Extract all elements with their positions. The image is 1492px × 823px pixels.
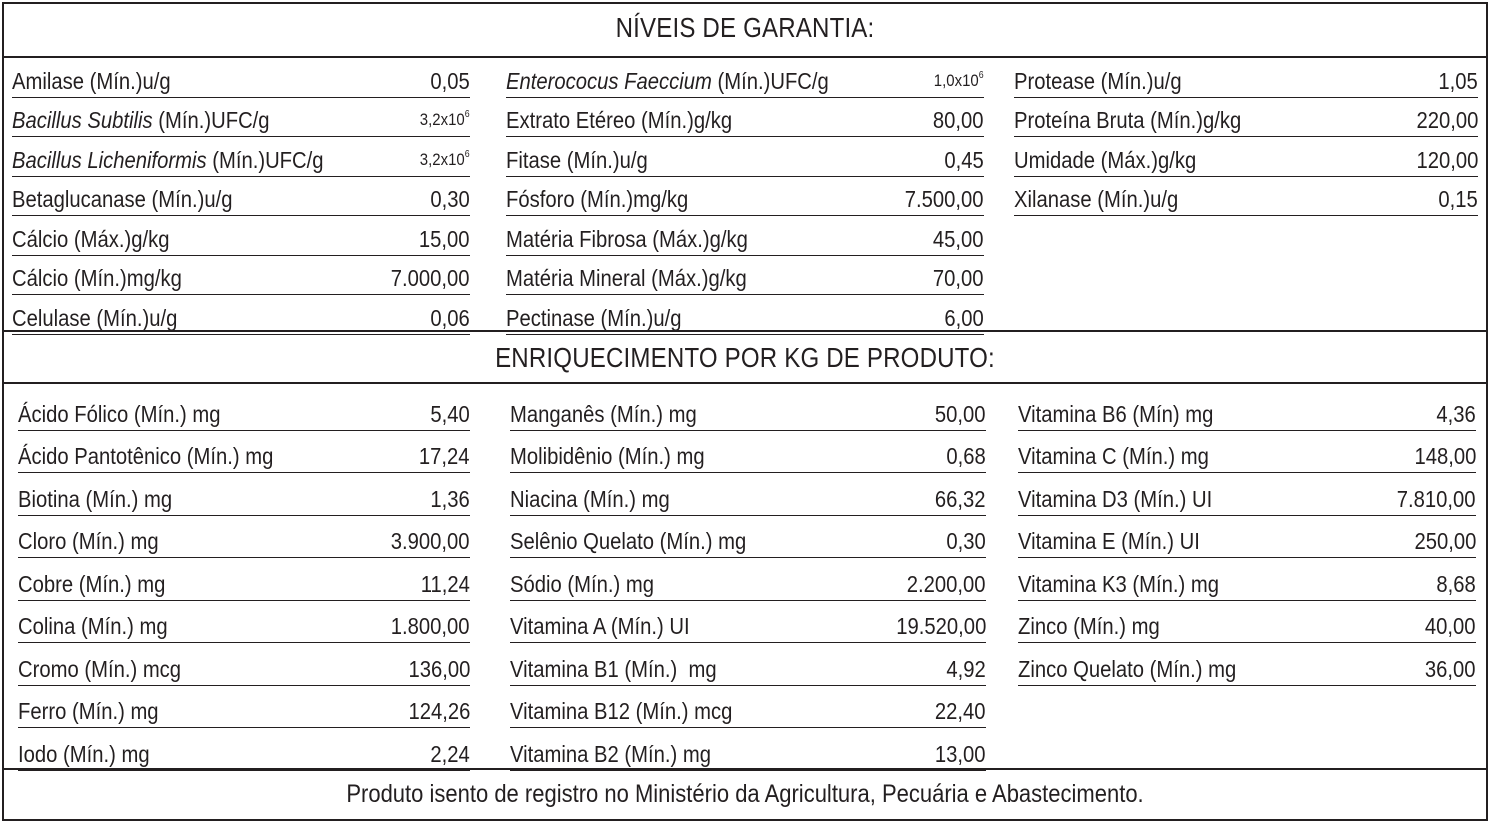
nutrient-value-text: 1,05 [1438,67,1478,94]
nutrient-name [510,741,711,768]
nutrient-name-text: Amilase (Mín.)u/g [12,67,171,94]
nutrient-name [12,305,177,332]
nutrient-value-text: 3,2x10 [420,110,466,129]
nutrient-value [933,226,984,253]
nutrient-value [1416,147,1478,174]
nutrient-name-text: Cálcio (Mín.)mg/kg [12,265,182,291]
table-row [1018,388,1476,431]
registration-note: Produto isento de registro no Ministério da Agricultura, Pecuária e Abastecimento. [346,780,1144,808]
nutrient-value [947,528,986,555]
nutrient-value [1414,443,1476,470]
nutrient-name-text: Xilanase (Mín.)u/g [1014,186,1179,212]
nutrient-name-text: Selênio Quelato (Mín.) mg [510,528,747,554]
nutrient-value-text: 3,2x10 [420,149,466,169]
table-row [1014,98,1478,138]
table-row [18,431,470,474]
nutrient-name-text: Vitamina E (Mín.) UI [1018,528,1200,554]
nutrient-value-text: 36,00 [1425,655,1476,682]
nutrient-name-text: Colina (Mín.) mg [18,613,168,639]
nutrient-value-text: 80,00 [933,107,984,133]
table-row [506,216,984,256]
nutrient-name-text: Vitamina A (Mín.) UI [510,613,690,639]
nutrient-value-text: 3.900,00 [391,528,470,554]
nutrient-value [933,107,984,134]
table-row [1014,58,1478,98]
nutrient-value [420,149,470,170]
nutrient-value-text: 148,00 [1414,443,1476,469]
nutrient-name [1014,147,1196,174]
nutrient-name [18,528,159,555]
nutrient-value [1437,401,1476,428]
table-row [510,643,986,686]
nutrient-name [510,528,746,555]
nutrient-value-text: 5,40 [430,400,470,427]
nutrient-name-text: Vitamina K3 (Mín.) mg [1018,570,1219,597]
nutrient-name [18,698,159,725]
nutrient-name [1018,656,1236,683]
nutrient-value [391,265,470,292]
nutrient-name-text: Vitamina D3 (Mín.) UI [1018,485,1213,512]
nutrient-name [12,265,182,292]
nutrient-name [1018,443,1209,470]
nutrient-value [947,656,986,683]
table-row [506,256,984,296]
nutrient-value [1437,571,1476,598]
nutrient-value-text: 0,45 [944,146,984,173]
nutrient-name [510,698,732,725]
nutrient-value-text: 120,00 [1416,146,1478,173]
nutrient-name [1018,486,1212,513]
table-row [1018,601,1476,644]
table-row [510,431,986,474]
exponent: 6 [465,148,470,160]
nutrient-name-text: (Mín.)UFC/g [206,146,324,173]
nutrient-value [408,656,470,683]
nutrient-name-text: Biotina (Mín.) mg [18,485,173,512]
nutrient-value [391,613,470,640]
nutrient-name [12,147,324,174]
table-row [18,388,470,431]
table-row [510,686,986,729]
nutrient-value [935,741,986,768]
divider [4,768,1486,770]
table-row [1018,516,1476,559]
nutrient-value [945,305,984,332]
nutrient-name-text: Vitamina B6 (Mín) mg [1018,400,1214,427]
nutrient-value [431,486,470,513]
table-row [18,558,470,601]
nutrient-name-text: Ácido Fólico (Mín.) mg [18,400,221,427]
table-row [1014,177,1478,217]
nutrient-value [1425,656,1476,683]
nutrient-name [18,656,181,683]
nutrient-name [506,226,748,253]
nutrient-name-text: Celulase (Mín.)u/g [12,304,178,331]
nutrient-value-text: 0,05 [430,67,470,94]
nutrient-value-text: 70,00 [933,265,984,291]
table-row [12,98,470,138]
nutrient-name [506,265,747,292]
nutrient-value [431,401,470,428]
nutrient-value-text: 0,30 [430,186,470,212]
divider [4,330,1486,332]
nutrient-name-text: Iodo (Mín.) mg [18,740,150,767]
nutrient-name [1018,571,1219,598]
nutrient-name-text: Betaglucanase (Mín.)u/g [12,186,233,212]
nutrient-name-text: Manganês (Mín.) mg [510,400,697,427]
nutrient-value [933,265,984,292]
table-row [12,177,470,217]
nutrient-value [421,571,470,598]
nutrient-value-text: 40,00 [1425,613,1476,639]
nutrient-value-text: 50,00 [935,400,986,427]
nutrient-name-text: Vitamina B2 (Mín.) mg [510,740,711,767]
table-row [18,473,470,516]
nutrient-name-text: Matéria Fibrosa (Máx.)g/kg [506,225,748,252]
nutrient-value [935,486,986,513]
nutrient-value [431,305,470,332]
table-row [18,728,470,771]
nutrient-value-text: 250,00 [1414,528,1476,554]
nutrient-name [18,613,168,640]
table-row [18,643,470,686]
nutrient-name [510,613,690,640]
exponent: 6 [465,109,470,120]
table-row [12,256,470,296]
nutrient-name [510,571,654,598]
nutrient-name-text: Umidade (Máx.)g/kg [1014,146,1197,173]
nutrient-value [907,571,986,598]
nutrient-name-text: Zinco Quelato (Mín.) mg [1018,655,1237,682]
nutrient-value [1439,186,1478,213]
table-row [18,516,470,559]
table-row [12,58,470,98]
nutrient-name [12,226,169,253]
nutrient-value-text: 4,36 [1436,400,1476,427]
nutrient-value-text: 0,15 [1438,186,1478,212]
table-row [510,388,986,431]
nutrient-name [506,107,732,134]
nutrient-name [18,741,150,768]
nutrient-name-text: Fitase (Mín.)u/g [506,146,648,173]
nutrient-name-text: Ácido Pantotênico (Mín.) mg [18,443,274,469]
nutrient-value [935,698,986,725]
nutrient-name-text: Vitamina B1 (Mín.) mg [510,655,717,682]
nutrient-value-text: 45,00 [933,225,984,252]
nutrient-value-text: 22,40 [935,698,986,724]
nutrient-name [1014,186,1178,213]
nutrient-name-text: Cloro (Mín.) mg [18,528,159,554]
table-row [506,295,984,335]
nutrient-value-text: 17,24 [419,443,470,469]
nutrient-value [1439,68,1478,95]
nutrient-name [506,305,681,332]
nutrient-value-text: 2.200,00 [907,570,986,597]
nutrient-name-text: (Mín.)UFC/g [711,67,829,94]
table-row [1018,643,1476,686]
nutrient-value-text: 7.500,00 [905,186,984,212]
nutrient-value-text: 0,30 [946,528,986,554]
table-row [12,137,470,177]
nutrient-name-text: Pectinase (Mín.)u/g [506,304,682,331]
nutrient-value [1416,107,1478,134]
nutrient-value-text: 1,36 [430,485,470,512]
nutrient-name [1018,528,1200,555]
nutrient-name [12,107,270,134]
nutrient-name [510,656,717,683]
nutrient-value-text: 124,26 [408,698,470,724]
nutrient-name [510,486,670,513]
nutrient-value [1414,528,1476,555]
nutrient-name-italic: Bacillus Subtilis [12,107,153,133]
table-row [510,601,986,644]
nutrient-value-text: 19.520,00 [895,613,986,639]
nutrient-value [408,698,470,725]
nutrient-name [1018,613,1160,640]
table-row [506,137,984,177]
nutrient-value-text: 220,00 [1416,107,1478,133]
nutrient-name [506,186,688,213]
nutrient-value [431,68,470,95]
table-row [506,98,984,138]
nutrient-name [1014,107,1241,134]
nutrient-name-text: Cromo (Mín.) mcg [18,655,182,682]
nutrient-name-text: Matéria Mineral (Máx.)g/kg [506,265,747,291]
nutrient-name-text: Extrato Etéreo (Mín.)g/kg [506,107,733,133]
nutrient-value [431,186,470,213]
nutrient-value-text: 2,24 [430,740,470,767]
nutrient-name [1018,401,1213,428]
table-row [12,216,470,256]
nutrient-name-text: Sódio (Mín.) mg [510,570,654,597]
table-row [506,58,984,98]
nutrient-value-text: 136,00 [408,655,470,682]
nutrient-value-text: 13,00 [935,740,986,767]
nutrient-name [12,68,171,95]
nutrient-name-text: Vitamina B12 (Mín.) mcg [510,698,733,724]
table-row [506,177,984,217]
table-row [510,728,986,771]
nutrient-name-italic: Enterococus Faeccium [506,67,712,94]
nutrient-name-text: Zinco (Mín.) mg [1018,613,1160,639]
nutrient-name-text: (Mín.)UFC/g [152,107,270,133]
table-row [510,516,986,559]
nutrient-value-text: 11,24 [420,570,470,597]
nutrient-value [420,109,470,130]
nutrient-value-text: 0,68 [946,443,986,469]
nutrient-value-text: 0,06 [430,304,470,331]
table-row [1018,558,1476,601]
nutrient-name-text: Ferro (Mín.) mg [18,698,159,724]
nutrient-value [419,226,470,253]
nutrient-name [18,486,172,513]
exponent: 6 [979,69,984,81]
nutrient-value [905,186,984,213]
nutrient-value [1425,613,1476,640]
table-row [18,686,470,729]
nutrient-value [935,401,986,428]
table-row [510,558,986,601]
table-row [18,601,470,644]
table-row [1018,431,1476,474]
nutrient-name [510,401,697,428]
nutrient-name-text: Cálcio (Máx.)g/kg [12,225,170,252]
nutrient-name [1014,68,1182,95]
nutrient-value-text: 1,0x10 [934,70,980,90]
nutrition-label [2,2,1488,821]
nutrient-name-text: Fósforo (Mín.)mg/kg [506,186,689,212]
nutrient-value-text: 7.000,00 [391,265,470,291]
enrichment-title: ENRIQUECIMENTO POR KG DE PRODUTO: [495,342,995,373]
nutrient-value [419,443,470,470]
nutrient-value [945,147,984,174]
nutrient-value-text: 7.810,00 [1397,485,1476,512]
nutrient-value [431,741,470,768]
nutrient-name-text: Niacina (Mín.) mg [510,485,670,512]
nutrient-name-text: Cobre (Mín.) mg [18,570,166,597]
nutrient-name [510,443,705,470]
guarantee-title: NÍVEIS DE GARANTIA: [615,12,875,43]
nutrient-name [506,68,829,95]
table-row [510,473,986,516]
nutrient-name [12,186,233,213]
nutrient-name-text: Molibidênio (Mín.) mg [510,443,705,469]
nutrient-value [1397,486,1476,513]
nutrient-name-text: Protease (Mín.)u/g [1014,67,1182,94]
nutrient-value-text: 8,68 [1436,570,1476,597]
nutrient-name-italic: Bacillus Licheniformis [12,146,207,173]
table-row [1014,137,1478,177]
nutrient-value-text: 4,92 [946,655,986,682]
nutrient-value-text: 1.800,00 [391,613,470,639]
divider [4,382,1486,384]
table-row [12,295,470,335]
nutrient-name [18,443,273,470]
nutrient-name [18,571,165,598]
nutrient-value-text: 15,00 [419,225,470,252]
nutrient-value-text: 6,00 [944,304,984,331]
table-row [1018,473,1476,516]
nutrient-name [18,401,220,428]
nutrient-name-text: Vitamina C (Mín.) mg [1018,443,1209,469]
nutrient-name-text: Proteína Bruta (Mín.)g/kg [1014,107,1242,133]
nutrient-name [506,147,648,174]
nutrient-value [947,443,986,470]
nutrient-value [934,70,984,91]
nutrient-value [896,613,986,640]
nutrient-value-text: 66,32 [935,485,986,512]
nutrient-value [391,528,470,555]
